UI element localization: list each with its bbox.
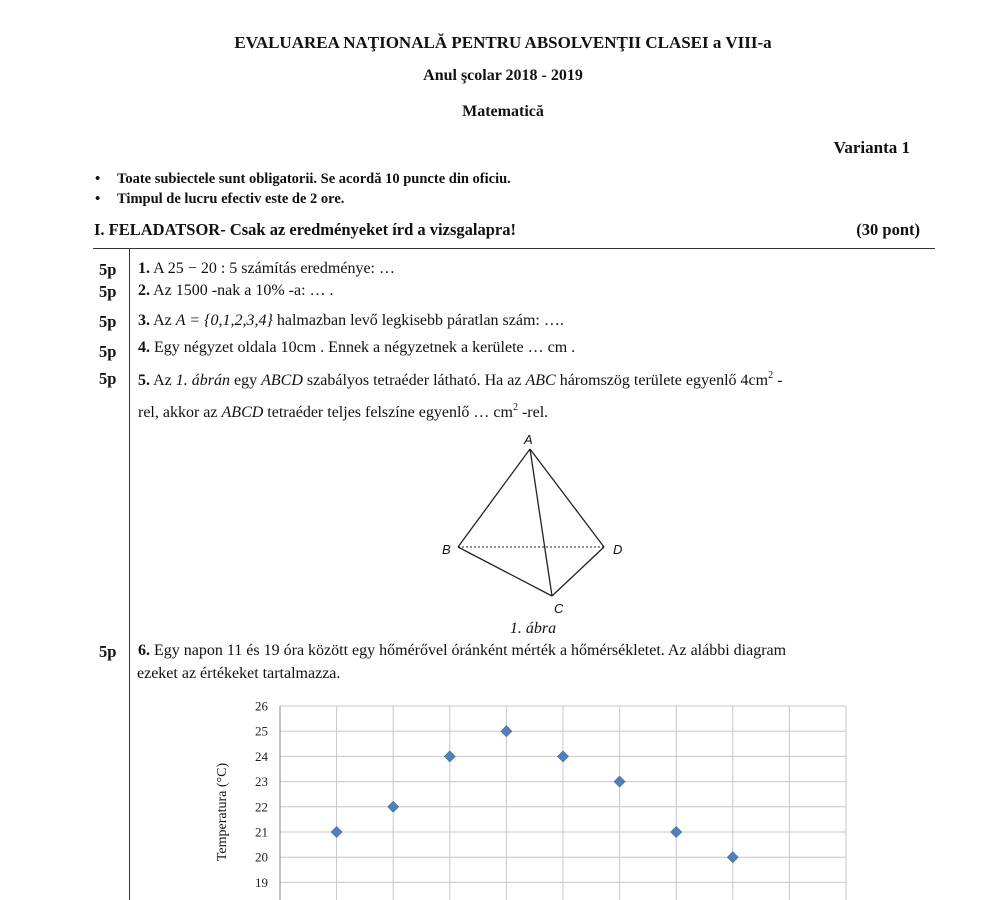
y-tick-labels <box>255 699 269 890</box>
figure-caption: 1. ábra <box>509 620 557 637</box>
problem-number: 6. <box>138 642 150 659</box>
problem-text: szabályos tetraéder látható. Ha az <box>302 372 526 389</box>
vertex-label-c: C <box>554 601 564 616</box>
problem-text: háromszög területe egyenlő 4cm <box>555 372 769 389</box>
data-points <box>331 726 738 863</box>
data-point-marker <box>614 776 625 787</box>
problem-points: 5p <box>99 260 117 279</box>
y-tick-label: 26 <box>255 698 268 714</box>
y-tick-label: 21 <box>255 824 268 840</box>
edge-bc <box>458 547 552 596</box>
data-point-marker <box>331 827 342 838</box>
problem-5 <box>138 372 782 390</box>
y-axis-label: Temperatura (°C) <box>215 762 230 862</box>
y-tick-label: 20 <box>255 849 268 865</box>
problem-number: 1. <box>138 260 150 277</box>
figure-reference: 1. ábrán <box>175 372 231 389</box>
math-symbol: ABC <box>525 372 556 389</box>
data-point-marker <box>727 852 738 863</box>
problem-1 <box>138 260 395 278</box>
problem-number: 3. <box>138 312 150 329</box>
tetrahedron-figure <box>420 428 640 624</box>
subject: Matematică <box>462 103 544 120</box>
problem-text: - <box>773 372 783 389</box>
edge-ad <box>530 449 604 547</box>
problem-text: tetraéder teljes felszíne egyenlő … cm <box>263 404 513 421</box>
chart-grid <box>280 706 846 900</box>
section-title: I. FELADATSOR- Csak az eredményeket írd a vizsgalapra! <box>94 220 516 239</box>
math-symbol: ABCD <box>261 372 303 389</box>
edge-ab <box>458 449 530 547</box>
section-points: (30 pont) <box>856 220 920 239</box>
problem-text: egy <box>230 372 262 389</box>
exponent: 2 <box>768 370 774 381</box>
problem-text: rel, akkor az <box>138 404 222 421</box>
vertex-label-a: A <box>524 432 533 447</box>
problem-number: 2. <box>138 282 150 299</box>
problem-2 <box>138 282 334 300</box>
points-column-divider <box>129 249 130 900</box>
data-point-marker <box>444 751 455 762</box>
problem-points: 5p <box>99 312 117 331</box>
data-point-marker <box>671 827 682 838</box>
data-point-marker <box>558 751 569 762</box>
y-tick-label: 23 <box>255 774 268 790</box>
instruction-item: • Timpul de lucru efectiv este de 2 ore. <box>95 189 511 209</box>
edge-ac <box>530 449 552 596</box>
problem-text: A 25 − 20 : 5 számítás eredménye: … <box>153 260 395 277</box>
y-tick-label: 22 <box>255 799 268 815</box>
problem-3 <box>138 312 564 330</box>
problem-number: 4. <box>138 339 150 356</box>
problem-text: -rel. <box>517 404 549 421</box>
temperature-chart <box>200 694 860 900</box>
problem-number: 5. <box>138 372 150 389</box>
problem-5-line-2 <box>138 404 548 422</box>
problem-text: Az <box>153 312 176 329</box>
vertex-label-b: B <box>442 542 451 557</box>
exponent: 2 <box>512 402 518 413</box>
y-tick-label: 19 <box>255 874 268 890</box>
instructions-list <box>95 169 511 209</box>
problem-points: 5p <box>99 642 117 661</box>
problem-6 <box>138 642 786 660</box>
problem-6-line-2: ezeket az értékeket tartalmazza. <box>137 665 341 682</box>
problem-text: halmazban levő legkisebb páratlan szám: …. <box>272 312 564 329</box>
problem-points: 5p <box>99 342 117 361</box>
problem-4 <box>138 339 575 357</box>
section-divider <box>93 248 935 249</box>
problem-text: Az 1500 -nak a 10% -a: … . <box>153 282 334 299</box>
school-year: Anul şcolar 2018 - 2019 <box>423 67 583 84</box>
problem-points: 5p <box>99 282 117 301</box>
math-symbol: ABCD <box>221 404 264 421</box>
instruction-item: • Toate subiectele sunt obligatorii. Se acordă 10 puncte din oficiu. <box>95 169 511 189</box>
variant-label: Varianta 1 <box>833 138 910 157</box>
problem-text: Egy négyzet oldala 10cm . Ennek a négyzetnek a kerülete … cm . <box>154 339 576 356</box>
data-point-marker <box>388 801 399 812</box>
exam-title: EVALUAREA NAŢIONALĂ PENTRU ABSOLVENŢII CLASEI a VIII-a <box>234 33 772 52</box>
data-point-marker <box>501 726 512 737</box>
problem-text: Egy napon 11 és 19 óra között egy hőmérővel óránként mérték a hőmérsékletet. Az alábbi diagram <box>154 642 787 659</box>
y-tick-label: 24 <box>255 748 268 764</box>
set-expression: A = {0,1,2,3,4} <box>175 312 273 329</box>
problem-text: Az <box>153 372 176 389</box>
problem-points: 5p <box>99 369 117 388</box>
edge-dc <box>552 547 604 596</box>
vertex-label-d: D <box>613 542 623 557</box>
y-tick-label: 25 <box>255 723 268 739</box>
